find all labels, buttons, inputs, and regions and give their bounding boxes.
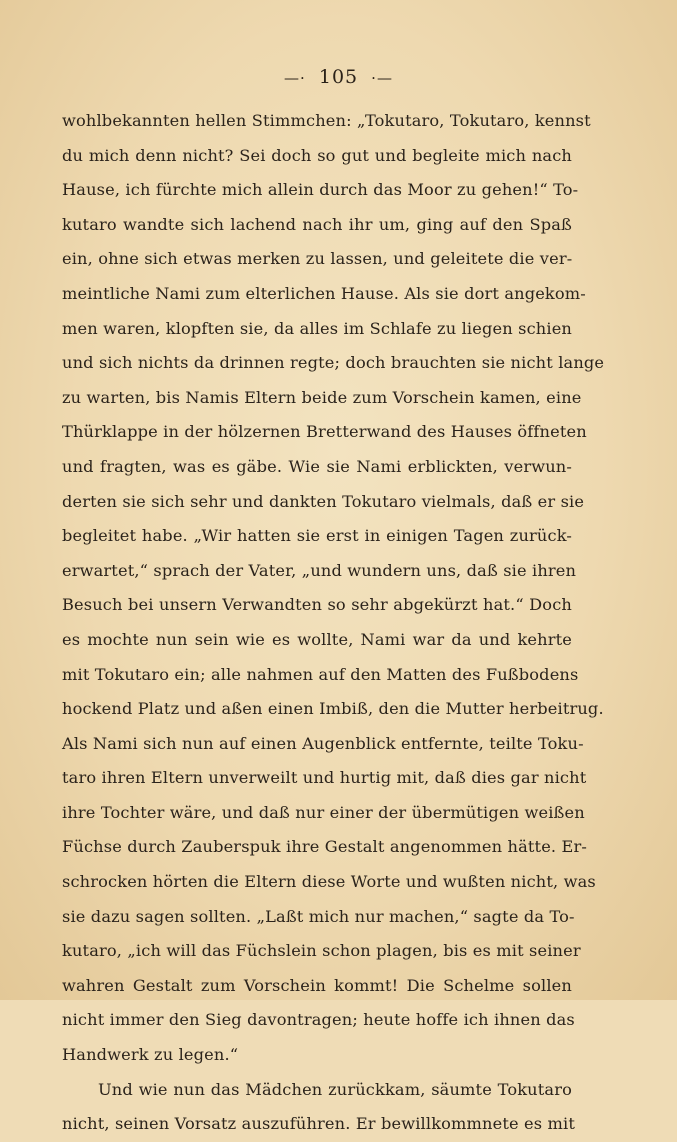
text-line: derten sie sich sehr und dankten Tokutaro vielmals, daß er sie — [62, 491, 585, 511]
text-line: kutaro wandte sich lachend nach ihr um, ging auf den Spaß — [62, 214, 572, 234]
text-line: taro ihren Eltern unverweilt und hurtig mit, daß dies gar nicht — [62, 768, 587, 788]
text-line: begleitet habe. „Wir hatten sie erst in einigen Tagen zurück- — [62, 526, 572, 546]
text-line: kutaro, „ich will das Füchslein schon plagen, bis es mit seiner — [62, 941, 581, 961]
text-line: wahren Gestalt zum Vorschein kommt! Die Schelme sollen — [62, 975, 572, 995]
text-line: zu warten, bis Namis Eltern beide zum Vorschein kamen, eine — [62, 387, 582, 407]
page-header — [0, 66, 677, 88]
body-text — [62, 104, 605, 1142]
text-line: hockend Platz und aßen einen Imbiß, den die Mutter herbeitrug. — [62, 699, 604, 719]
text-line: und sich nichts da drinnen regte; doch brauchten sie nicht lange — [62, 353, 605, 373]
text-line: nicht, seinen Vorsatz auszuführen. Er bewillkommnete es mit — [62, 1114, 576, 1134]
text-line: Handwerk zu legen.“ — [62, 1045, 239, 1065]
text-line: men waren, klopften sie, da alles im Schlafe zu liegen schien — [62, 318, 572, 338]
text-line: ihre Tochter wäre, und daß nur einer der übermütigen weißen — [62, 802, 585, 822]
header-dash-right: ·— — [371, 69, 393, 87]
text-line: Als Nami sich nun auf einen Augenblick entfernte, teilte Toku- — [62, 733, 584, 753]
text-line: schrocken hörten die Eltern diese Worte und wußten nicht, was — [62, 872, 596, 892]
text-line: Besuch bei unsern Verwandten so sehr abgekürzt hat.“ Doch — [62, 595, 572, 615]
text-line: und fragten, was es gäbe. Wie sie Nami erblickten, verwun- — [62, 456, 572, 476]
text-line: Und wie nun das Mädchen zurückkam, säumte Tokutaro — [98, 1079, 572, 1099]
text-line: du mich denn nicht? Sei doch so gut und begleite mich nach — [62, 145, 572, 165]
text-line: ein, ohne sich etwas merken zu lassen, und geleitete die ver- — [62, 249, 573, 269]
text-line: erwartet,“ sprach der Vater, „und wundern uns, daß sie ihren — [62, 560, 577, 580]
text-line: es mochte nun sein wie es wollte, Nami war da und kehrte — [62, 629, 572, 649]
text-line: Füchse durch Zauberspuk ihre Gestalt angenommen hätte. Er- — [62, 837, 587, 857]
header-dash-left: —· — [284, 69, 306, 87]
text-line: mit Tokutaro ein; alle nahmen auf den Matten des Fußbodens — [62, 664, 579, 684]
text-line: Hause, ich fürchte mich allein durch das Moor zu gehen!“ To- — [62, 180, 579, 200]
text-line: meintliche Nami zum elterlichen Hause. Als sie dort angekom- — [62, 283, 586, 303]
text-line: sie dazu sagen sollten. „Laßt mich nur machen,“ sagte da To- — [62, 906, 575, 926]
text-line: Thürklappe in der hölzernen Bretterwand des Hauses öffneten — [62, 422, 587, 442]
text-line: nicht immer den Sieg davontragen; heute hoffe ich ihnen das — [62, 1010, 575, 1030]
page-number: 105 — [318, 66, 359, 88]
text-line: wohlbekannten hellen Stimmchen: „Tokutaro, Tokutaro, kennst — [62, 111, 591, 130]
